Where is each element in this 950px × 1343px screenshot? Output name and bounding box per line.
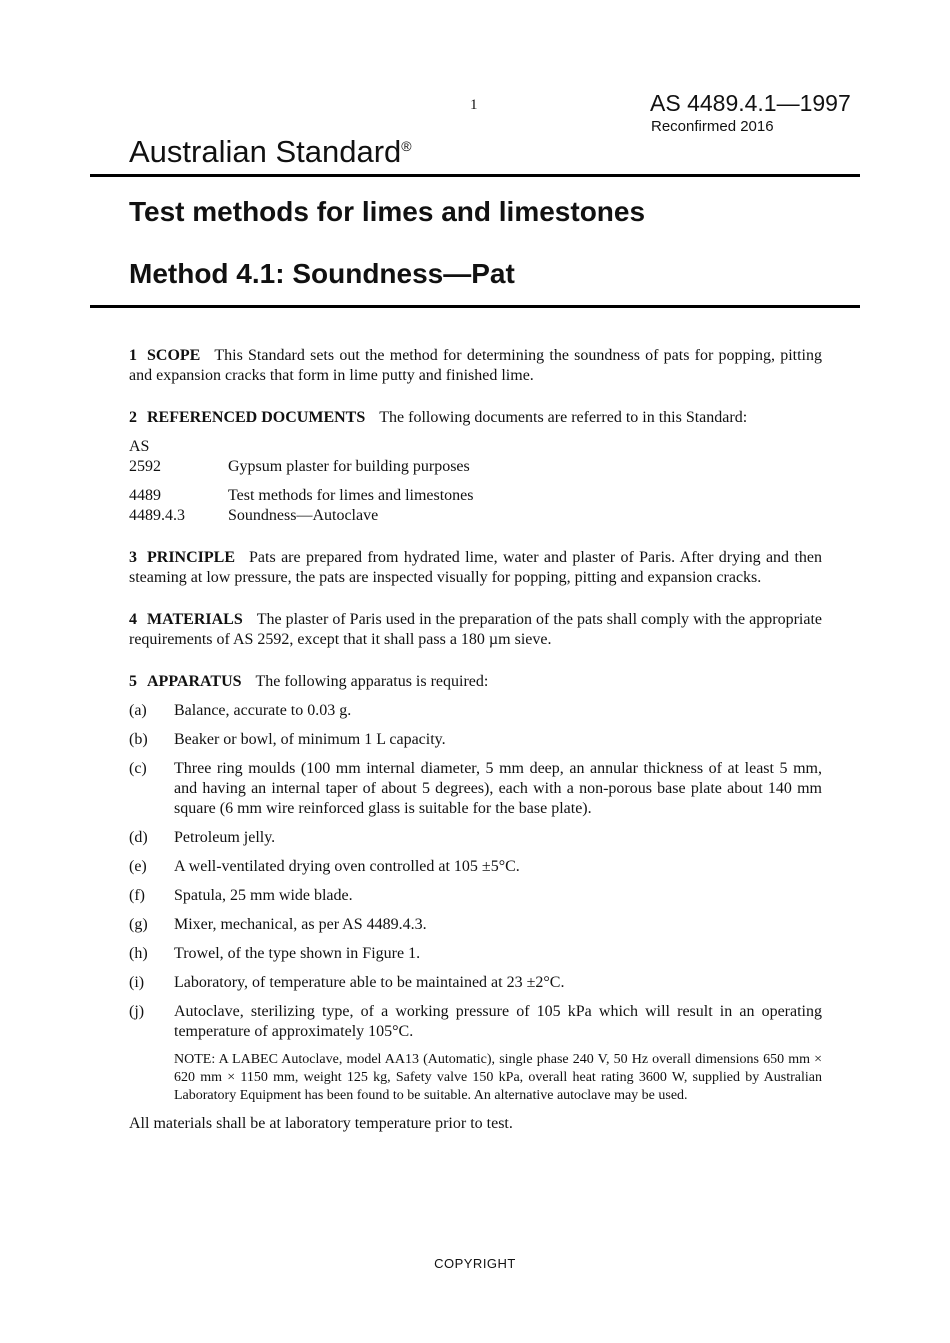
item-text: Balance, accurate to 0.03 g. bbox=[174, 702, 352, 719]
page-number: 1 bbox=[470, 97, 478, 113]
item-label: (e) bbox=[129, 858, 147, 875]
section-principle bbox=[129, 548, 822, 588]
apparatus-item bbox=[129, 915, 822, 935]
item-label: (a) bbox=[129, 702, 147, 719]
reference-title: Test methods for limes and limestones bbox=[228, 487, 474, 504]
section-text: The following apparatus is required: bbox=[255, 673, 489, 690]
document-body bbox=[129, 346, 822, 1134]
section-number: 5 bbox=[129, 673, 137, 690]
item-label: (g) bbox=[129, 916, 148, 933]
reference-list bbox=[129, 437, 822, 526]
section-title: MATERIALS bbox=[147, 611, 243, 628]
document-title: Test methods for limes and limestones bbox=[129, 196, 646, 227]
section-text: The plaster of Paris used in the preparation of the pats shall comply with the appropriate requirements of AS 2592, except that it shall pass a 180 µm sieve. bbox=[129, 611, 822, 648]
apparatus-item bbox=[129, 886, 822, 906]
bottom-rule bbox=[90, 305, 860, 308]
reference-code: 4489.4.3 bbox=[129, 507, 185, 524]
section-text: Pats are prepared from hydrated lime, water and plaster of Paris. After drying and then steaming at low pressure, the pats are inspected visually for popping, pitting and expansion cracks. bbox=[129, 549, 822, 586]
standard-number: AS 4489.4.1—1997 bbox=[650, 90, 851, 116]
reference-item bbox=[129, 506, 822, 526]
reference-code: 4489 bbox=[129, 487, 161, 504]
item-text: Beaker or bowl, of minimum 1 L capacity. bbox=[174, 731, 446, 748]
item-label: (h) bbox=[129, 945, 148, 962]
item-label: (b) bbox=[129, 731, 148, 748]
reference-item bbox=[129, 457, 822, 477]
section-number: 1 bbox=[129, 347, 137, 364]
section-number: 2 bbox=[129, 409, 137, 426]
section-references bbox=[129, 408, 822, 428]
section-materials bbox=[129, 610, 822, 650]
brand-title bbox=[129, 134, 412, 170]
section-title: PRINCIPLE bbox=[147, 549, 236, 566]
reference-prefix: AS bbox=[129, 438, 150, 455]
reference-title: Soundness—Autoclave bbox=[228, 507, 379, 524]
item-text: Autoclave, sterilizing type, of a working pressure of 105 kPa which will result in an operating temperature of approximately 105°C. bbox=[174, 1003, 822, 1040]
reference-title: Gypsum plaster for building purposes bbox=[228, 458, 470, 475]
apparatus-item bbox=[129, 1002, 822, 1042]
item-text: Mixer, mechanical, as per AS 4489.4.3. bbox=[174, 916, 427, 933]
autoclave-note: NOTE: A LABEC Autoclave, model AA13 (Automatic), single phase 240 V, 50 Hz overall dimensions 650 mm × 620 mm × 1150 mm, weight 125 kg, Safety valve 150 kPa, overall heat rating 3600 W, supplied by Australian Laboratory Equipment has been found to be suitable. An alternative autoclave may be used. bbox=[174, 1052, 822, 1103]
brand-name: Australian Standard bbox=[129, 134, 402, 169]
section-scope bbox=[129, 346, 822, 386]
item-label: (i) bbox=[129, 974, 145, 991]
closing-statement: All materials shall be at laboratory temperature prior to test. bbox=[129, 1115, 513, 1132]
item-text: Petroleum jelly. bbox=[174, 829, 276, 846]
section-title: SCOPE bbox=[147, 347, 201, 364]
item-text: Trowel, of the type shown in Figure 1. bbox=[174, 945, 421, 962]
item-text: Three ring moulds (100 mm internal diameter, 5 mm deep, an annular thickness of at least 5 mm, and having an internal taper of about 5 degrees), each with a non-porous base plate about 140 mm square (6 mm wire reinforced glass is suitable for the base plate). bbox=[174, 760, 822, 817]
apparatus-item bbox=[129, 759, 822, 819]
reference-code: 2592 bbox=[129, 458, 161, 475]
apparatus-item bbox=[129, 730, 822, 750]
section-number: 3 bbox=[129, 549, 137, 566]
section-text: The following documents are referred to in this Standard: bbox=[379, 409, 748, 426]
apparatus-item bbox=[129, 973, 822, 993]
item-label: (d) bbox=[129, 829, 148, 846]
registered-mark: ® bbox=[401, 138, 412, 154]
apparatus-item bbox=[129, 828, 822, 848]
apparatus-list bbox=[129, 701, 822, 1042]
section-title: REFERENCED DOCUMENTS bbox=[147, 409, 366, 426]
section-text: This Standard sets out the method for determining the soundness of pats for popping, pitting and expansion cracks that form in lime putty and finished lime. bbox=[129, 347, 822, 384]
item-label: (j) bbox=[129, 1003, 145, 1020]
apparatus-item bbox=[129, 944, 822, 964]
top-rule bbox=[90, 174, 860, 177]
item-text: Spatula, 25 mm wide blade. bbox=[174, 887, 353, 904]
section-apparatus bbox=[129, 672, 822, 692]
apparatus-item bbox=[129, 701, 822, 721]
reference-item bbox=[129, 486, 822, 506]
apparatus-item bbox=[129, 857, 822, 877]
section-title: APPARATUS bbox=[147, 673, 242, 690]
copyright-footer: COPYRIGHT bbox=[434, 1256, 516, 1271]
item-text: A well-ventilated drying oven controlled at 105 ±5°C. bbox=[174, 858, 520, 875]
reconfirmed-label: Reconfirmed 2016 bbox=[651, 118, 774, 135]
item-text: Laboratory, of temperature able to be maintained at 23 ±2°C. bbox=[174, 974, 565, 991]
method-title: Method 4.1: Soundness—Pat bbox=[129, 258, 515, 289]
item-label: (c) bbox=[129, 760, 147, 777]
section-number: 4 bbox=[129, 611, 137, 628]
item-label: (f) bbox=[129, 887, 145, 904]
